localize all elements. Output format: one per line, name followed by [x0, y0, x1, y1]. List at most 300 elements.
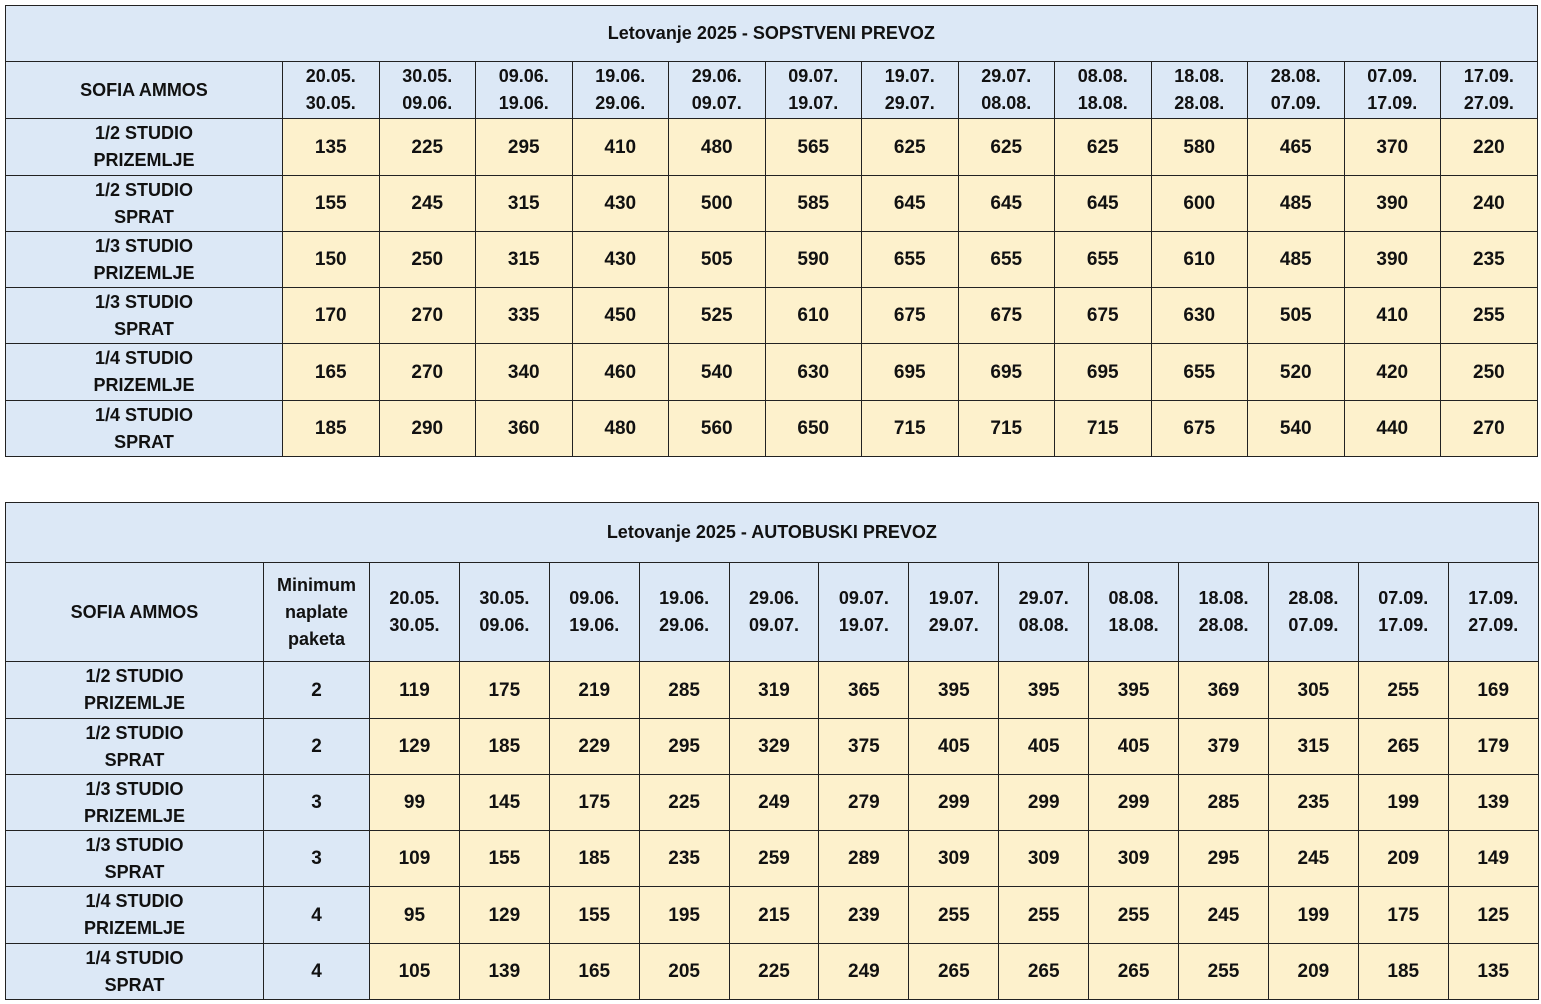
- room-type: [6, 775, 264, 831]
- minimum-packages: 4: [264, 944, 370, 1000]
- cell-line-2: SPRAT: [114, 206, 174, 227]
- cell-line-1: 19.06.: [659, 588, 710, 608]
- price-cell: 645: [958, 176, 1055, 232]
- price-cell: 175: [1358, 887, 1448, 944]
- price-cell: 270: [1441, 401, 1538, 457]
- price-cell: 309: [1089, 831, 1179, 887]
- price-cell: 420: [1344, 344, 1441, 401]
- price-cell: 299: [1089, 775, 1179, 831]
- price-cell: 630: [765, 344, 862, 401]
- price-cell: 540: [669, 344, 766, 401]
- table-row: [6, 719, 1539, 775]
- cell-line-1: 07.09.: [1378, 588, 1429, 608]
- period-header: [1089, 563, 1179, 662]
- price-cell: 165: [283, 344, 380, 401]
- cell-line-1: 1/2 STUDIO: [85, 722, 184, 743]
- cell-line-1: 17.09.: [1468, 588, 1519, 608]
- cell-line-2: 19.07.: [788, 93, 839, 113]
- price-cell: 590: [765, 232, 862, 288]
- cell-line-2: SPRAT: [114, 431, 174, 452]
- price-cell: 450: [572, 288, 669, 344]
- price-cell: 390: [1344, 176, 1441, 232]
- cell-line-2: 18.08.: [1108, 615, 1159, 635]
- cell-line-1: 1/2 STUDIO: [94, 179, 194, 200]
- cell-line-1: 1/3 STUDIO: [94, 235, 194, 256]
- price-cell: 125: [1448, 887, 1538, 944]
- price-cell: 369: [1179, 662, 1269, 719]
- price-cell: 290: [379, 401, 476, 457]
- price-cell: 265: [1089, 944, 1179, 1000]
- price-cell: 299: [909, 775, 999, 831]
- table-row: [6, 831, 1539, 887]
- period-header: [669, 62, 766, 119]
- period-header: [1358, 563, 1448, 662]
- cell-line-2: 07.09.: [1270, 93, 1321, 113]
- room-type: [6, 344, 283, 401]
- period-header: [909, 563, 999, 662]
- cell-line-2: 29.06.: [595, 93, 646, 113]
- table-row: [6, 775, 1539, 831]
- price-cell: 99: [370, 775, 460, 831]
- cell-line-1: 1/3 STUDIO: [85, 834, 184, 855]
- cell-line-1: 09.06.: [569, 588, 620, 608]
- price-cell: 505: [669, 232, 766, 288]
- price-cell: 259: [729, 831, 819, 887]
- price-cell: 249: [729, 775, 819, 831]
- price-cell: 335: [476, 288, 573, 344]
- table-row: [6, 887, 1539, 944]
- price-cell: 289: [819, 831, 909, 887]
- cell-line-2: PRIZEMLJE: [93, 262, 195, 283]
- period-header: [1151, 62, 1248, 119]
- cell-line-2: 09.07.: [691, 93, 742, 113]
- room-type: [6, 662, 264, 719]
- price-cell: 655: [1151, 344, 1248, 401]
- hotel-name: SOFIA AMMOS: [6, 563, 264, 662]
- price-cell: 199: [1268, 887, 1358, 944]
- price-cell: 580: [1151, 119, 1248, 176]
- price-cell: 235: [1441, 232, 1538, 288]
- price-cell: 229: [549, 719, 639, 775]
- room-type: [6, 719, 264, 775]
- minimum-header: [264, 563, 370, 662]
- cell-line-2: PRIZEMLJE: [93, 375, 195, 395]
- period-header: [765, 62, 862, 119]
- cell-line-2: 17.09.: [1367, 93, 1418, 113]
- cell-line: paketa: [287, 628, 346, 649]
- period-header: [572, 62, 669, 119]
- period-header: [1268, 563, 1358, 662]
- price-cell: 255: [1179, 944, 1269, 1000]
- price-cell: 279: [819, 775, 909, 831]
- price-cell: 240: [1441, 176, 1538, 232]
- cell-line-2: 09.06.: [402, 93, 453, 113]
- header-row: [6, 563, 1539, 662]
- cell-line-1: 1/4 STUDIO: [94, 404, 194, 425]
- minimum-packages: 3: [264, 831, 370, 887]
- price-cell: 135: [283, 119, 380, 176]
- price-cell: 655: [958, 232, 1055, 288]
- price-cell: 560: [669, 401, 766, 457]
- price-cell: 249: [819, 944, 909, 1000]
- price-cell: 405: [1089, 719, 1179, 775]
- price-cell: 600: [1151, 176, 1248, 232]
- price-cell: 129: [370, 719, 460, 775]
- price-cell: 410: [1344, 288, 1441, 344]
- cell-line-2: PRIZEMLJE: [83, 918, 185, 938]
- cell-line-2: 09.07.: [748, 615, 800, 635]
- price-cell: 675: [958, 288, 1055, 344]
- cell-line-1: 1/4 STUDIO: [85, 947, 184, 968]
- cell-line-2: 30.05.: [305, 93, 356, 113]
- price-cell: 255: [1441, 288, 1538, 344]
- price-cell: 520: [1248, 344, 1345, 401]
- price-cell: 285: [1179, 775, 1269, 831]
- price-cell: 340: [476, 344, 573, 401]
- price-cell: 250: [1441, 344, 1538, 401]
- price-cell: 139: [459, 944, 549, 1000]
- minimum-packages: 2: [264, 662, 370, 719]
- price-cell: 715: [1055, 401, 1152, 457]
- cell-line-1: 30.05.: [402, 66, 453, 86]
- price-cell: 225: [379, 119, 476, 176]
- price-cell: 235: [639, 831, 729, 887]
- table-row: [6, 176, 1538, 232]
- cell-line-1: 28.08.: [1270, 66, 1321, 86]
- table-row: [6, 662, 1539, 719]
- minimum-packages: 2: [264, 719, 370, 775]
- cell-line-2: 19.06.: [498, 93, 549, 113]
- price-cell: 395: [909, 662, 999, 719]
- period-header: [729, 563, 819, 662]
- price-cell: 215: [729, 887, 819, 944]
- price-cell: 265: [999, 944, 1089, 1000]
- cell-line-2: 27.09.: [1468, 615, 1519, 635]
- price-cell: 379: [1179, 719, 1269, 775]
- price-cell: 119: [370, 662, 460, 719]
- price-cell: 185: [549, 831, 639, 887]
- cell-line-1: 1/4 STUDIO: [94, 348, 194, 368]
- price-cell: 525: [669, 288, 766, 344]
- price-cell: 209: [1358, 831, 1448, 887]
- cell-line-1: 30.05.: [479, 588, 530, 608]
- period-header: [1248, 62, 1345, 119]
- price-cell: 255: [1358, 662, 1448, 719]
- price-cell: 185: [1358, 944, 1448, 1000]
- price-cell: 309: [909, 831, 999, 887]
- table-title: Letovanje 2025 - AUTOBUSKI PREVOZ: [6, 503, 1539, 563]
- table-row: [6, 944, 1539, 1000]
- price-cell: 365: [819, 662, 909, 719]
- cell-line-1: 09.07.: [838, 588, 889, 608]
- price-cell: 485: [1248, 232, 1345, 288]
- cell-line-1: 1/3 STUDIO: [94, 291, 194, 312]
- price-cell: 395: [1089, 662, 1179, 719]
- price-cell: 715: [862, 401, 959, 457]
- cell-line-1: 20.05.: [305, 66, 356, 86]
- price-cell: 430: [572, 232, 669, 288]
- period-header: [639, 563, 729, 662]
- price-cell: 675: [862, 288, 959, 344]
- cell-line-1: 09.07.: [788, 66, 839, 86]
- price-cell: 175: [549, 775, 639, 831]
- price-cell: 695: [1055, 344, 1152, 401]
- room-type: [6, 401, 283, 457]
- price-cell: 255: [999, 887, 1089, 944]
- price-cell: 650: [765, 401, 862, 457]
- price-cell: 245: [1179, 887, 1269, 944]
- cell-line-1: 29.06.: [691, 66, 742, 86]
- period-header: [1448, 563, 1538, 662]
- price-cell: 95: [370, 887, 460, 944]
- price-cell: 155: [283, 176, 380, 232]
- price-cell: 109: [370, 831, 460, 887]
- cell-line-2: SPRAT: [104, 749, 165, 770]
- price-cell: 565: [765, 119, 862, 176]
- hotel-name: SOFIA AMMOS: [6, 62, 283, 119]
- price-cell: 360: [476, 401, 573, 457]
- price-cell: 205: [639, 944, 729, 1000]
- cell-line-2: 29.07.: [928, 615, 979, 635]
- price-cell: 610: [765, 288, 862, 344]
- period-header: [819, 563, 909, 662]
- period-header: [459, 563, 549, 662]
- price-cell: 270: [379, 344, 476, 401]
- price-cell: 655: [1055, 232, 1152, 288]
- price-cell: 195: [639, 887, 729, 944]
- price-cell: 245: [379, 176, 476, 232]
- price-cell: 245: [1268, 831, 1358, 887]
- price-cell: 485: [1248, 176, 1345, 232]
- cell-line-2: 29.06.: [659, 615, 710, 635]
- price-cell: 390: [1344, 232, 1441, 288]
- cell-line-2: PRIZEMLJE: [93, 150, 195, 170]
- price-cell: 625: [862, 119, 959, 176]
- room-type: [6, 176, 283, 232]
- price-cell: 395: [999, 662, 1089, 719]
- price-cell: 295: [476, 119, 573, 176]
- room-type: [6, 119, 283, 176]
- price-cell: 695: [958, 344, 1055, 401]
- price-cell: 315: [476, 232, 573, 288]
- cell-line-1: 07.09.: [1367, 66, 1418, 86]
- cell-line-2: SPRAT: [104, 974, 165, 995]
- price-cell: 129: [459, 887, 549, 944]
- price-cell: 440: [1344, 401, 1441, 457]
- price-cell: 155: [459, 831, 549, 887]
- cell-line: Minimum: [277, 574, 356, 595]
- price-cell: 150: [283, 232, 380, 288]
- period-header: [862, 62, 959, 119]
- period-header: [999, 563, 1089, 662]
- cell-line-2: PRIZEMLJE: [83, 693, 185, 713]
- cell-line-2: 08.08.: [1018, 615, 1069, 635]
- price-cell: 505: [1248, 288, 1345, 344]
- price-cell: 610: [1151, 232, 1248, 288]
- price-table-own-transport: [5, 5, 1538, 457]
- price-cell: 675: [1055, 288, 1152, 344]
- cell-line-1: 29.07.: [981, 66, 1032, 86]
- minimum-packages: 4: [264, 887, 370, 944]
- period-header: [1179, 563, 1269, 662]
- room-type: [6, 831, 264, 887]
- price-cell: 715: [958, 401, 1055, 457]
- cell-line-2: 17.09.: [1378, 615, 1429, 635]
- cell-line-1: 28.08.: [1288, 588, 1339, 608]
- price-cell: 225: [729, 944, 819, 1000]
- table-row: [6, 288, 1538, 344]
- price-cell: 145: [459, 775, 549, 831]
- cell-line-1: 18.08.: [1174, 66, 1225, 86]
- price-cell: 225: [639, 775, 729, 831]
- cell-line-1: 1/2 STUDIO: [85, 666, 184, 686]
- price-cell: 270: [379, 288, 476, 344]
- price-cell: 585: [765, 176, 862, 232]
- price-cell: 255: [909, 887, 999, 944]
- price-cell: 255: [1089, 887, 1179, 944]
- price-cell: 105: [370, 944, 460, 1000]
- price-cell: 155: [549, 887, 639, 944]
- price-cell: 315: [1268, 719, 1358, 775]
- cell-line-1: 19.06.: [595, 66, 646, 86]
- price-cell: 169: [1448, 662, 1538, 719]
- price-cell: 135: [1448, 944, 1538, 1000]
- cell-line-1: 19.07.: [928, 588, 979, 608]
- period-header: [476, 62, 573, 119]
- cell-line-2: 08.08.: [981, 93, 1032, 113]
- cell-line-1: 09.06.: [498, 66, 549, 86]
- price-cell: 430: [572, 176, 669, 232]
- price-cell: 220: [1441, 119, 1538, 176]
- price-cell: 370: [1344, 119, 1441, 176]
- price-cell: 199: [1358, 775, 1448, 831]
- cell-line-1: 17.09.: [1463, 66, 1514, 86]
- price-cell: 405: [909, 719, 999, 775]
- price-cell: 410: [572, 119, 669, 176]
- price-cell: 209: [1268, 944, 1358, 1000]
- cell-line-2: SPRAT: [114, 318, 174, 339]
- price-cell: 149: [1448, 831, 1538, 887]
- price-cell: 319: [729, 662, 819, 719]
- cell-line-2: 18.08.: [1077, 93, 1128, 113]
- price-cell: 625: [1055, 119, 1152, 176]
- price-cell: 239: [819, 887, 909, 944]
- minimum-packages: 3: [264, 775, 370, 831]
- price-cell: 329: [729, 719, 819, 775]
- price-cell: 460: [572, 344, 669, 401]
- price-cell: 645: [1055, 176, 1152, 232]
- cell-line-1: 1/3 STUDIO: [85, 778, 184, 799]
- cell-line-1: 18.08.: [1198, 588, 1249, 608]
- period-header: [283, 62, 380, 119]
- price-cell: 375: [819, 719, 909, 775]
- cell-line-1: 20.05.: [389, 588, 440, 608]
- price-cell: 480: [572, 401, 669, 457]
- price-cell: 185: [459, 719, 549, 775]
- cell-line-1: 08.08.: [1077, 66, 1128, 86]
- table-row: [6, 119, 1538, 176]
- price-cell: 645: [862, 176, 959, 232]
- price-cell: 695: [862, 344, 959, 401]
- period-header: [1344, 62, 1441, 119]
- price-cell: 625: [958, 119, 1055, 176]
- price-cell: 305: [1268, 662, 1358, 719]
- period-header: [958, 62, 1055, 119]
- price-cell: 285: [639, 662, 729, 719]
- price-cell: 309: [999, 831, 1089, 887]
- period-header: [1055, 62, 1152, 119]
- room-type: [6, 288, 283, 344]
- cell-line-2: 28.08.: [1174, 93, 1225, 113]
- price-cell: 675: [1151, 401, 1248, 457]
- price-cell: 465: [1248, 119, 1345, 176]
- price-cell: 405: [999, 719, 1089, 775]
- cell-line-1: 29.07.: [1018, 588, 1069, 608]
- cell-line-2: 19.06.: [569, 615, 620, 635]
- price-cell: 265: [909, 944, 999, 1000]
- price-cell: 179: [1448, 719, 1538, 775]
- header-row: [6, 62, 1538, 119]
- price-cell: 250: [379, 232, 476, 288]
- cell-line-2: 09.06.: [479, 615, 530, 635]
- price-cell: 299: [999, 775, 1089, 831]
- period-header: [549, 563, 639, 662]
- price-cell: 235: [1268, 775, 1358, 831]
- cell-line-2: 07.09.: [1288, 615, 1339, 635]
- price-cell: 630: [1151, 288, 1248, 344]
- table-title: Letovanje 2025 - SOPSTVENI PREVOZ: [6, 6, 1538, 62]
- cell-line-1: 19.07.: [884, 66, 935, 86]
- cell-line-1: 29.06.: [748, 588, 800, 608]
- period-header: [1441, 62, 1538, 119]
- price-cell: 540: [1248, 401, 1345, 457]
- room-type: [6, 944, 264, 1000]
- cell-line-2: SPRAT: [104, 861, 165, 882]
- cell-line-1: 08.08.: [1108, 588, 1159, 608]
- price-cell: 295: [1179, 831, 1269, 887]
- price-table-bus-transport: [5, 502, 1539, 1000]
- price-cell: 185: [283, 401, 380, 457]
- cell-line-2: 30.05.: [389, 615, 440, 635]
- price-cell: 219: [549, 662, 639, 719]
- table-row: [6, 401, 1538, 457]
- cell-line-1: 1/4 STUDIO: [85, 891, 184, 911]
- price-cell: 139: [1448, 775, 1538, 831]
- price-cell: 265: [1358, 719, 1448, 775]
- price-cell: 480: [669, 119, 766, 176]
- table-row: [6, 344, 1538, 401]
- cell-line-2: 27.09.: [1463, 93, 1514, 113]
- cell-line-2: 29.07.: [884, 93, 935, 113]
- price-cell: 315: [476, 176, 573, 232]
- cell-line-1: 1/2 STUDIO: [94, 123, 194, 143]
- room-type: [6, 887, 264, 944]
- price-cell: 170: [283, 288, 380, 344]
- price-cell: 500: [669, 176, 766, 232]
- table-row: [6, 232, 1538, 288]
- price-cell: 175: [459, 662, 549, 719]
- period-header: [370, 563, 460, 662]
- cell-line-2: 19.07.: [838, 615, 889, 635]
- price-cell: 165: [549, 944, 639, 1000]
- cell-line: naplate: [284, 601, 349, 622]
- price-cell: 655: [862, 232, 959, 288]
- period-header: [379, 62, 476, 119]
- room-type: [6, 232, 283, 288]
- price-cell: 295: [639, 719, 729, 775]
- cell-line-2: PRIZEMLJE: [83, 805, 185, 826]
- cell-line-2: 28.08.: [1198, 615, 1249, 635]
